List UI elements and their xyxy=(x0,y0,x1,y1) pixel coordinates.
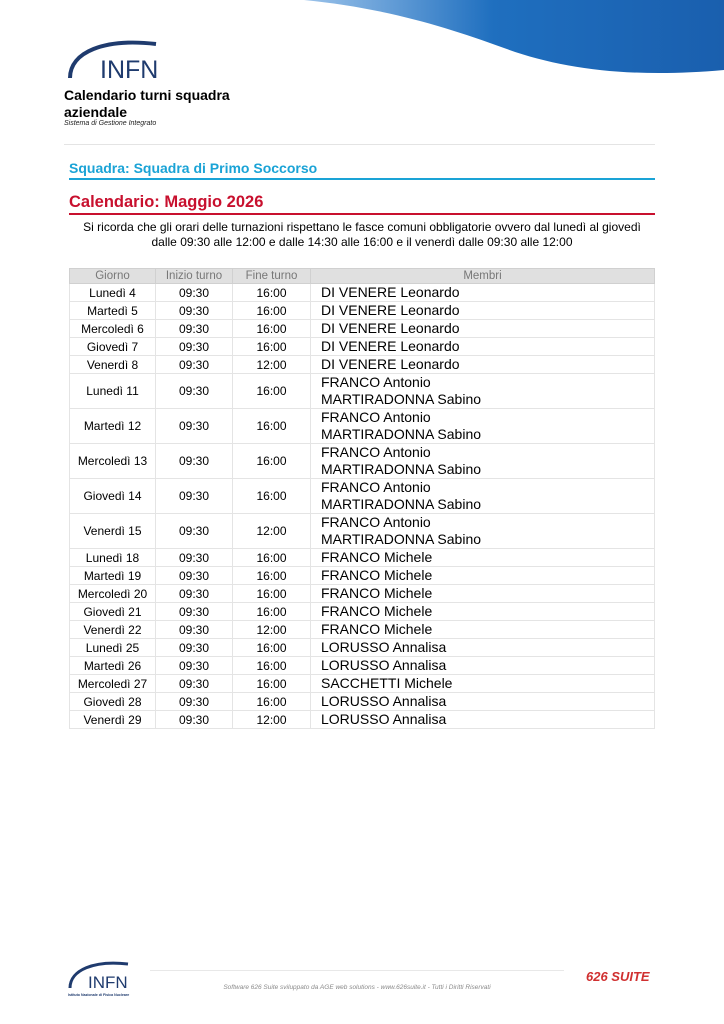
document-title: Calendario turni squadra aziendale xyxy=(64,87,230,120)
column-header-inizio: Inizio turno xyxy=(156,269,233,284)
cell-inizio: 09:30 xyxy=(156,657,233,675)
member-name: SACCHETTI Michele xyxy=(321,675,453,691)
table-row xyxy=(70,621,655,639)
cell-fine: 12:00 xyxy=(233,356,311,374)
suite-logo-text: 626 SUITE xyxy=(586,969,650,984)
cell-membri xyxy=(311,639,655,657)
cell-membri xyxy=(311,621,655,639)
cell-giorno: Venerdì 15 xyxy=(70,514,156,549)
cell-membri xyxy=(311,302,655,320)
cell-fine: 16:00 xyxy=(233,693,311,711)
cell-giorno: Venerdì 22 xyxy=(70,621,156,639)
schedule-note: Si ricorda che gli orari delle turnazioni rispettano le fasce comuni obbligatorie ovvero dal lunedì al giovedì dalle 09:30 alle 12:00 e dalle 14:30 alle 16:00 e il venerdì dalle 09:30 alle 12:00 xyxy=(83,220,641,249)
cell-giorno: Venerdì 8 xyxy=(70,356,156,374)
cell-giorno: Mercoledì 13 xyxy=(70,444,156,479)
member-name: DI VENERE Leonardo xyxy=(321,320,460,336)
infn-logo xyxy=(64,34,164,86)
cell-inizio: 09:30 xyxy=(156,567,233,585)
table-row xyxy=(70,549,655,567)
cell-fine: 16:00 xyxy=(233,567,311,585)
cell-inizio: 09:30 xyxy=(156,479,233,514)
cell-fine: 16:00 xyxy=(233,444,311,479)
cell-inizio: 09:30 xyxy=(156,320,233,338)
cell-membri xyxy=(311,444,655,479)
table-header-row xyxy=(70,269,655,284)
cell-giorno: Venerdì 29 xyxy=(70,711,156,729)
cell-giorno: Lunedì 18 xyxy=(70,549,156,567)
member-name: DI VENERE Leonardo xyxy=(321,284,460,300)
cell-fine: 16:00 xyxy=(233,338,311,356)
cell-membri xyxy=(311,693,655,711)
cell-membri xyxy=(311,320,655,338)
cell-inizio: 09:30 xyxy=(156,302,233,320)
cell-fine: 16:00 xyxy=(233,603,311,621)
member-name: FRANCO Michele xyxy=(321,585,433,601)
cell-fine: 16:00 xyxy=(233,585,311,603)
cell-inizio: 09:30 xyxy=(156,338,233,356)
table-row xyxy=(70,338,655,356)
cell-inizio: 09:30 xyxy=(156,549,233,567)
cell-membri xyxy=(311,338,655,356)
member-name: FRANCO Antonio xyxy=(321,444,431,460)
cell-inizio: 09:30 xyxy=(156,585,233,603)
member-name: DI VENERE Leonardo xyxy=(321,356,460,372)
table-row xyxy=(70,444,655,479)
cell-inizio: 09:30 xyxy=(156,621,233,639)
cell-giorno: Giovedì 14 xyxy=(70,479,156,514)
cell-giorno: Lunedì 4 xyxy=(70,284,156,302)
cell-giorno: Lunedì 11 xyxy=(70,374,156,409)
member-name: FRANCO Michele xyxy=(321,603,433,619)
cell-membri xyxy=(311,657,655,675)
calendar-heading: Calendario: Maggio 2026 xyxy=(69,193,655,215)
cell-fine: 16:00 xyxy=(233,320,311,338)
cell-membri xyxy=(311,711,655,729)
table-row xyxy=(70,675,655,693)
cell-membri xyxy=(311,409,655,444)
cell-inizio: 09:30 xyxy=(156,693,233,711)
member-name: FRANCO Michele xyxy=(321,621,433,637)
table-row xyxy=(70,585,655,603)
shift-table xyxy=(69,268,655,729)
table-row xyxy=(70,284,655,302)
team-heading: Squadra: Squadra di Primo Soccorso xyxy=(69,160,655,180)
cell-fine: 16:00 xyxy=(233,374,311,409)
table-row xyxy=(70,603,655,621)
cell-giorno: Mercoledì 20 xyxy=(70,585,156,603)
cell-giorno: Mercoledì 27 xyxy=(70,675,156,693)
member-name: MARTIRADONNA Sabino xyxy=(321,461,482,477)
cell-fine: 16:00 xyxy=(233,409,311,444)
footer-logo-text: INFN xyxy=(88,973,128,992)
table-row xyxy=(70,374,655,409)
cell-fine: 12:00 xyxy=(233,621,311,639)
cell-fine: 16:00 xyxy=(233,549,311,567)
cell-membri xyxy=(311,356,655,374)
table-row xyxy=(70,409,655,444)
member-name: DI VENERE Leonardo xyxy=(321,338,460,354)
footer-credits: Software 626 Suite sviluppato da AGE web solutions - www.626suite.it - Tutti i Diritti Riservati xyxy=(223,984,491,991)
cell-inizio: 09:30 xyxy=(156,711,233,729)
footer-divider xyxy=(150,970,564,971)
table-row xyxy=(70,320,655,338)
cell-membri xyxy=(311,585,655,603)
footer-infn-logo xyxy=(66,956,136,998)
member-name: LORUSSO Annalisa xyxy=(321,657,447,673)
cell-giorno: Giovedì 7 xyxy=(70,338,156,356)
cell-inizio: 09:30 xyxy=(156,374,233,409)
member-name: FRANCO Antonio xyxy=(321,479,431,495)
member-name: MARTIRADONNA Sabino xyxy=(321,531,482,547)
table-row xyxy=(70,302,655,320)
cell-membri xyxy=(311,479,655,514)
cell-fine: 12:00 xyxy=(233,514,311,549)
member-name: MARTIRADONNA Sabino xyxy=(321,426,482,442)
table-row xyxy=(70,693,655,711)
table-row xyxy=(70,514,655,549)
cell-membri xyxy=(311,549,655,567)
header-wave-decoration xyxy=(304,0,724,80)
member-name: DI VENERE Leonardo xyxy=(321,302,460,318)
cell-fine: 16:00 xyxy=(233,657,311,675)
cell-giorno: Giovedì 21 xyxy=(70,603,156,621)
cell-giorno: Martedì 5 xyxy=(70,302,156,320)
table-row xyxy=(70,567,655,585)
table-row xyxy=(70,356,655,374)
cell-inizio: 09:30 xyxy=(156,444,233,479)
cell-membri xyxy=(311,374,655,409)
cell-giorno: Mercoledì 6 xyxy=(70,320,156,338)
table-row xyxy=(70,639,655,657)
member-name: FRANCO Antonio xyxy=(321,409,431,425)
cell-membri xyxy=(311,567,655,585)
cell-membri xyxy=(311,514,655,549)
cell-inizio: 09:30 xyxy=(156,514,233,549)
cell-inizio: 09:30 xyxy=(156,284,233,302)
infn-logo-text: INFN xyxy=(100,56,159,84)
document-subtitle: Sistema di Gestione Integrato xyxy=(64,120,157,127)
column-header-giorno: Giorno xyxy=(70,269,156,284)
column-header-fine: Fine turno xyxy=(233,269,311,284)
member-name: FRANCO Antonio xyxy=(321,514,431,530)
cell-giorno: Martedì 12 xyxy=(70,409,156,444)
cell-membri xyxy=(311,675,655,693)
member-name: LORUSSO Annalisa xyxy=(321,639,447,655)
cell-inizio: 09:30 xyxy=(156,356,233,374)
cell-fine: 16:00 xyxy=(233,675,311,693)
footer-logo-caption: Istituto Nazionale di Fisica Nucleare xyxy=(68,993,130,997)
cell-inizio: 09:30 xyxy=(156,675,233,693)
cell-fine: 16:00 xyxy=(233,284,311,302)
header-divider xyxy=(64,144,655,145)
cell-giorno: Giovedì 28 xyxy=(70,693,156,711)
cell-inizio: 09:30 xyxy=(156,409,233,444)
cell-membri xyxy=(311,603,655,621)
table-row xyxy=(70,479,655,514)
cell-giorno: Martedì 19 xyxy=(70,567,156,585)
member-name: FRANCO Antonio xyxy=(321,374,431,390)
626-suite-logo xyxy=(586,967,650,985)
cell-inizio: 09:30 xyxy=(156,603,233,621)
column-header-membri: Membri xyxy=(311,269,655,284)
member-name: LORUSSO Annalisa xyxy=(321,711,447,727)
cell-fine: 12:00 xyxy=(233,711,311,729)
cell-fine: 16:00 xyxy=(233,479,311,514)
member-name: LORUSSO Annalisa xyxy=(321,693,447,709)
member-name: FRANCO Michele xyxy=(321,549,433,565)
member-name: FRANCO Michele xyxy=(321,567,433,583)
cell-giorno: Martedì 26 xyxy=(70,657,156,675)
cell-inizio: 09:30 xyxy=(156,639,233,657)
table-row xyxy=(70,711,655,729)
cell-giorno: Lunedì 25 xyxy=(70,639,156,657)
member-name: MARTIRADONNA Sabino xyxy=(321,496,482,512)
cell-fine: 16:00 xyxy=(233,302,311,320)
member-name: MARTIRADONNA Sabino xyxy=(321,391,482,407)
table-row xyxy=(70,657,655,675)
cell-membri xyxy=(311,284,655,302)
cell-fine: 16:00 xyxy=(233,639,311,657)
